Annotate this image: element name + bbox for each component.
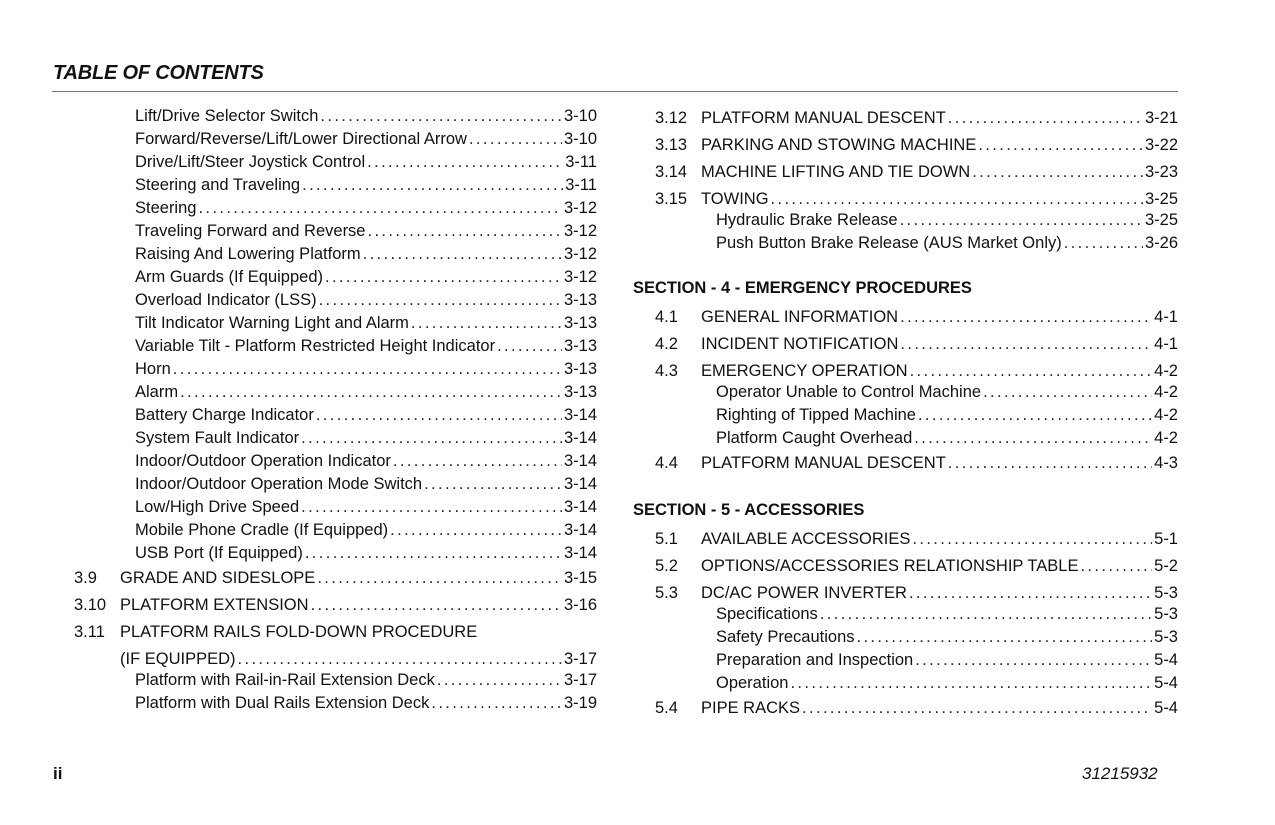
- page-number: 3-14: [563, 452, 597, 470]
- page-number: 3-12: [563, 199, 597, 217]
- page-number: 5-2: [1154, 557, 1178, 575]
- dot-leader: [363, 243, 562, 266]
- page-number: 3-19: [563, 694, 597, 712]
- subentry-title: Indoor/Outdoor Operation Mode Switch: [135, 475, 423, 493]
- page-number: 3-13: [563, 337, 597, 355]
- toc-entry-5-4[interactable]: [655, 695, 1178, 722]
- page-number: 4-2: [1154, 429, 1178, 447]
- dot-leader: [914, 427, 1152, 450]
- toc-subentry[interactable]: [655, 381, 1178, 404]
- section-title: AVAILABLE ACCESSORIES: [701, 530, 911, 548]
- toc-subentry[interactable]: [74, 197, 597, 220]
- page-number: 3-14: [563, 406, 597, 424]
- page-number: 5-3: [1154, 584, 1178, 602]
- section-number: 3.9: [74, 569, 97, 587]
- toc-subentry[interactable]: [74, 542, 597, 565]
- page-number: 3-22: [1144, 136, 1178, 154]
- section-number: 5.4: [655, 699, 678, 717]
- page-number: 4-3: [1154, 454, 1178, 472]
- dot-leader: [198, 197, 562, 220]
- section-number: 4.3: [655, 362, 678, 380]
- page-number: 3-13: [563, 291, 597, 309]
- dot-leader: [302, 174, 563, 197]
- page-number: 5-4: [1154, 674, 1178, 692]
- toc-subentry[interactable]: [74, 692, 597, 715]
- subentry-title: Righting of Tipped Machine: [716, 406, 916, 424]
- section-title: INCIDENT NOTIFICATION: [701, 335, 899, 353]
- page-number: 3-25: [1144, 190, 1178, 208]
- toc-entry-4-2[interactable]: [655, 331, 1178, 358]
- dot-leader: [411, 312, 562, 335]
- toc-entry-3-11[interactable]: [74, 619, 597, 646]
- section-title: PLATFORM MANUAL DESCENT: [701, 454, 946, 472]
- subentry-title: Platform with Dual Rails Extension Deck: [135, 694, 430, 712]
- toc-subentry[interactable]: [74, 358, 597, 381]
- toc-subentry[interactable]: [655, 232, 1178, 255]
- dot-leader: [912, 526, 1152, 553]
- page-number: 3-17: [563, 671, 597, 689]
- toc-subentry[interactable]: [74, 519, 597, 542]
- page-number: 3-11: [565, 176, 597, 194]
- toc-subentry[interactable]: [655, 626, 1178, 649]
- subentry-title: Platform with Rail-in-Rail Extension Deck: [135, 671, 435, 689]
- dot-leader: [424, 473, 562, 496]
- page-number: 3-12: [563, 245, 597, 263]
- subentry-title: Specifications: [716, 605, 818, 623]
- toc-subentry[interactable]: [74, 450, 597, 473]
- subentry-group: [655, 381, 1178, 450]
- section-title: PLATFORM RAILS FOLD-DOWN PROCEDURE: [120, 623, 478, 641]
- subentry-title: Steering: [135, 199, 197, 217]
- section-number: 3.10: [74, 596, 107, 614]
- section-number: 3.12: [655, 109, 688, 127]
- toc-subentry[interactable]: [74, 243, 597, 266]
- toc-subentry[interactable]: [655, 649, 1178, 672]
- subentry-title: Platform Caught Overhead: [716, 429, 913, 447]
- subentry-group: [655, 209, 1178, 255]
- page-number: 5-3: [1154, 605, 1178, 623]
- toc-subentry[interactable]: [655, 603, 1178, 626]
- page-number: 5-4: [1154, 699, 1178, 717]
- section-title: OPTIONS/ACCESSORIES RELATIONSHIP TABLE: [701, 557, 1079, 575]
- toc-subentry[interactable]: [74, 427, 597, 450]
- dot-leader: [393, 450, 562, 473]
- page-number: 5-1: [1154, 530, 1178, 548]
- page-number: 4-1: [1154, 308, 1178, 326]
- dot-leader: [437, 669, 562, 692]
- dot-leader: [972, 159, 1143, 186]
- dot-leader: [802, 695, 1152, 722]
- page-number: 3-26: [1144, 234, 1178, 252]
- toc-entry-5-2[interactable]: [655, 553, 1178, 580]
- section-title: GENERAL INFORMATION: [701, 308, 899, 326]
- dot-leader: [497, 335, 562, 358]
- section-title: DC/AC POWER INVERTER: [701, 584, 907, 602]
- subentry-title: Traveling Forward and Reverse: [135, 222, 366, 240]
- dot-leader: [1080, 553, 1152, 580]
- toc-subentry[interactable]: [74, 669, 597, 692]
- page-number: 4-1: [1154, 335, 1178, 353]
- toc-subentry[interactable]: [655, 404, 1178, 427]
- toc-subentry[interactable]: [74, 105, 597, 128]
- dot-leader: [857, 626, 1153, 649]
- toc-entry-3-10[interactable]: [74, 592, 597, 619]
- page-number: 3-17: [563, 650, 597, 668]
- dot-leader: [900, 331, 1152, 358]
- page-number: 4-2: [1154, 406, 1178, 424]
- dot-leader: [317, 565, 562, 592]
- dot-leader: [900, 209, 1143, 232]
- section-title: PLATFORM EXTENSION: [120, 596, 309, 614]
- section-5-heading[interactable]: SECTION - 5 - ACCESSORIES: [633, 501, 865, 519]
- section-number: 4.2: [655, 335, 678, 353]
- toc-subentry[interactable]: [655, 427, 1178, 450]
- subentry-title: Arm Guards (If Equipped): [135, 268, 323, 286]
- section-number: 5.1: [655, 530, 678, 548]
- subentry-title: System Fault Indicator: [135, 429, 300, 447]
- subentry-title: Tilt Indicator Warning Light and Alarm: [135, 314, 409, 332]
- dot-leader: [390, 519, 562, 542]
- subentry-group: [74, 105, 597, 565]
- toc-subentry[interactable]: [655, 672, 1178, 695]
- section-number: 4.4: [655, 454, 678, 472]
- page-number: 3-13: [563, 360, 597, 378]
- dot-leader: [173, 358, 562, 381]
- page-number: 4-2: [1154, 362, 1178, 380]
- dot-leader: [319, 289, 562, 312]
- dot-leader: [978, 132, 1143, 159]
- page-number: 3-12: [563, 268, 597, 286]
- subentry-title: Drive/Lift/Steer Joystick Control: [135, 153, 366, 171]
- dot-leader: [469, 128, 562, 151]
- section-number: 3.13: [655, 136, 688, 154]
- toc-entry-3-13[interactable]: [655, 132, 1178, 159]
- subentry-title: Horn: [135, 360, 171, 378]
- page-number: 3-13: [563, 383, 597, 401]
- subentry-title: Variable Tilt - Platform Restricted Height Indicator: [135, 337, 496, 355]
- toc-subentry[interactable]: [74, 496, 597, 519]
- section-number: 3.14: [655, 163, 688, 181]
- toc-subentry[interactable]: [74, 381, 597, 404]
- page-number: 3-13: [563, 314, 597, 332]
- subentry-title: USB Port (If Equipped): [135, 544, 303, 562]
- dot-leader: [900, 304, 1152, 331]
- page-title: TABLE OF CONTENTS: [53, 62, 264, 84]
- toc-subentry[interactable]: [74, 174, 597, 197]
- subentry-title: Steering and Traveling: [135, 176, 301, 194]
- page-number: 3-15: [563, 569, 597, 587]
- page-number: 3-12: [563, 222, 597, 240]
- toc-subentry[interactable]: [655, 209, 1178, 232]
- toc-subentry[interactable]: [74, 312, 597, 335]
- dot-leader: [180, 381, 562, 404]
- page-number: 3-16: [563, 596, 597, 614]
- section-number: 3.15: [655, 190, 688, 208]
- section-number: 4.1: [655, 308, 678, 326]
- dot-leader: [367, 151, 563, 174]
- toc-right-column: [633, 105, 1178, 722]
- section-title: PIPE RACKS: [701, 699, 801, 717]
- page-number: 3-14: [563, 429, 597, 447]
- subentry-title: Battery Charge Indicator: [135, 406, 314, 424]
- subentry-group: [655, 603, 1178, 695]
- toc-subentry[interactable]: [74, 151, 597, 174]
- toc-subentry[interactable]: [74, 289, 597, 312]
- document-number: 31215932: [1082, 764, 1158, 783]
- toc-subentry[interactable]: [74, 404, 597, 427]
- section-4-heading[interactable]: SECTION - 4 - EMERGENCY PROCEDURES: [633, 279, 972, 297]
- toc-subentry[interactable]: [74, 266, 597, 289]
- dot-leader: [948, 450, 1152, 477]
- page-number: 5-3: [1154, 628, 1178, 646]
- page-number: 3-23: [1144, 163, 1178, 181]
- dot-leader: [367, 220, 561, 243]
- title-divider: [52, 91, 1178, 92]
- subentry-title: Operator Unable to Control Machine: [716, 383, 982, 401]
- page-number: 3-21: [1144, 109, 1178, 127]
- section-number: 5.3: [655, 584, 678, 602]
- page-number: 3-10: [563, 130, 597, 148]
- toc-subentry[interactable]: [74, 335, 597, 358]
- dot-leader: [325, 266, 562, 289]
- subentry-title: Push Button Brake Release (AUS Market Only): [716, 234, 1062, 252]
- dot-leader: [915, 649, 1152, 672]
- section-title: TOWING: [701, 190, 769, 208]
- dot-leader: [311, 592, 562, 619]
- dot-leader: [983, 381, 1152, 404]
- subentry-title: Alarm: [135, 383, 179, 401]
- subentry-group: [74, 669, 597, 715]
- dot-leader: [320, 105, 562, 128]
- toc-entry-3-12[interactable]: [655, 105, 1178, 132]
- toc-entry-3-9[interactable]: [74, 565, 597, 592]
- subentry-title: Lift/Drive Selector Switch: [135, 107, 319, 125]
- page-number: 3-14: [563, 544, 597, 562]
- section-title: GRADE AND SIDESLOPE: [120, 569, 316, 587]
- page-number: 3-25: [1144, 211, 1178, 229]
- dot-leader: [918, 404, 1152, 427]
- dot-leader: [316, 404, 562, 427]
- dot-leader: [948, 105, 1143, 132]
- toc-subentry[interactable]: [74, 473, 597, 496]
- dot-leader: [305, 542, 562, 565]
- dot-leader: [820, 603, 1152, 626]
- subentry-title: Mobile Phone Cradle (If Equipped): [135, 521, 389, 539]
- subentry-title: Safety Precautions: [716, 628, 855, 646]
- page-number: 4-2: [1154, 383, 1178, 401]
- toc-subentry[interactable]: [74, 128, 597, 151]
- dot-leader: [431, 692, 562, 715]
- page-number: 3-14: [563, 521, 597, 539]
- page-label: ii: [53, 764, 63, 783]
- dot-leader: [790, 672, 1152, 695]
- subentry-title: Preparation and Inspection: [716, 651, 914, 669]
- subentry-title: Operation: [716, 674, 789, 692]
- toc-entry-4-1[interactable]: [655, 304, 1178, 331]
- toc-left-column: [74, 105, 597, 715]
- dot-leader: [301, 496, 562, 519]
- page-number: 3-14: [563, 475, 597, 493]
- section-title: MACHINE LIFTING AND TIE DOWN: [701, 163, 971, 181]
- subentry-title: Raising And Lowering Platform: [135, 245, 361, 263]
- subentry-title: Overload Indicator (LSS): [135, 291, 317, 309]
- page-number: 3-10: [563, 107, 597, 125]
- subentry-title: Indoor/Outdoor Operation Indicator: [135, 452, 391, 470]
- page-number: 3-11: [565, 153, 597, 171]
- section-title: PARKING AND STOWING MACHINE: [701, 136, 977, 154]
- page-number: 3-14: [563, 498, 597, 516]
- section-number: 5.2: [655, 557, 678, 575]
- section-title: EMERGENCY OPERATION: [701, 362, 908, 380]
- subentry-title: Hydraulic Brake Release: [716, 211, 898, 229]
- section-title: PLATFORM MANUAL DESCENT: [701, 109, 946, 127]
- dot-leader: [1064, 232, 1143, 255]
- subentry-title: Forward/Reverse/Lift/Lower Directional Arrow: [135, 130, 467, 148]
- toc-entry-4-4[interactable]: [655, 450, 1178, 477]
- section-number: 3.11: [74, 623, 105, 641]
- toc-subentry[interactable]: [74, 220, 597, 243]
- dot-leader: [301, 427, 562, 450]
- section-title-continued: (IF EQUIPPED): [120, 650, 236, 668]
- toc-entry-5-1[interactable]: [655, 526, 1178, 553]
- subentry-title: Low/High Drive Speed: [135, 498, 300, 516]
- toc-entry-3-14[interactable]: [655, 159, 1178, 186]
- page-number: 5-4: [1154, 651, 1178, 669]
